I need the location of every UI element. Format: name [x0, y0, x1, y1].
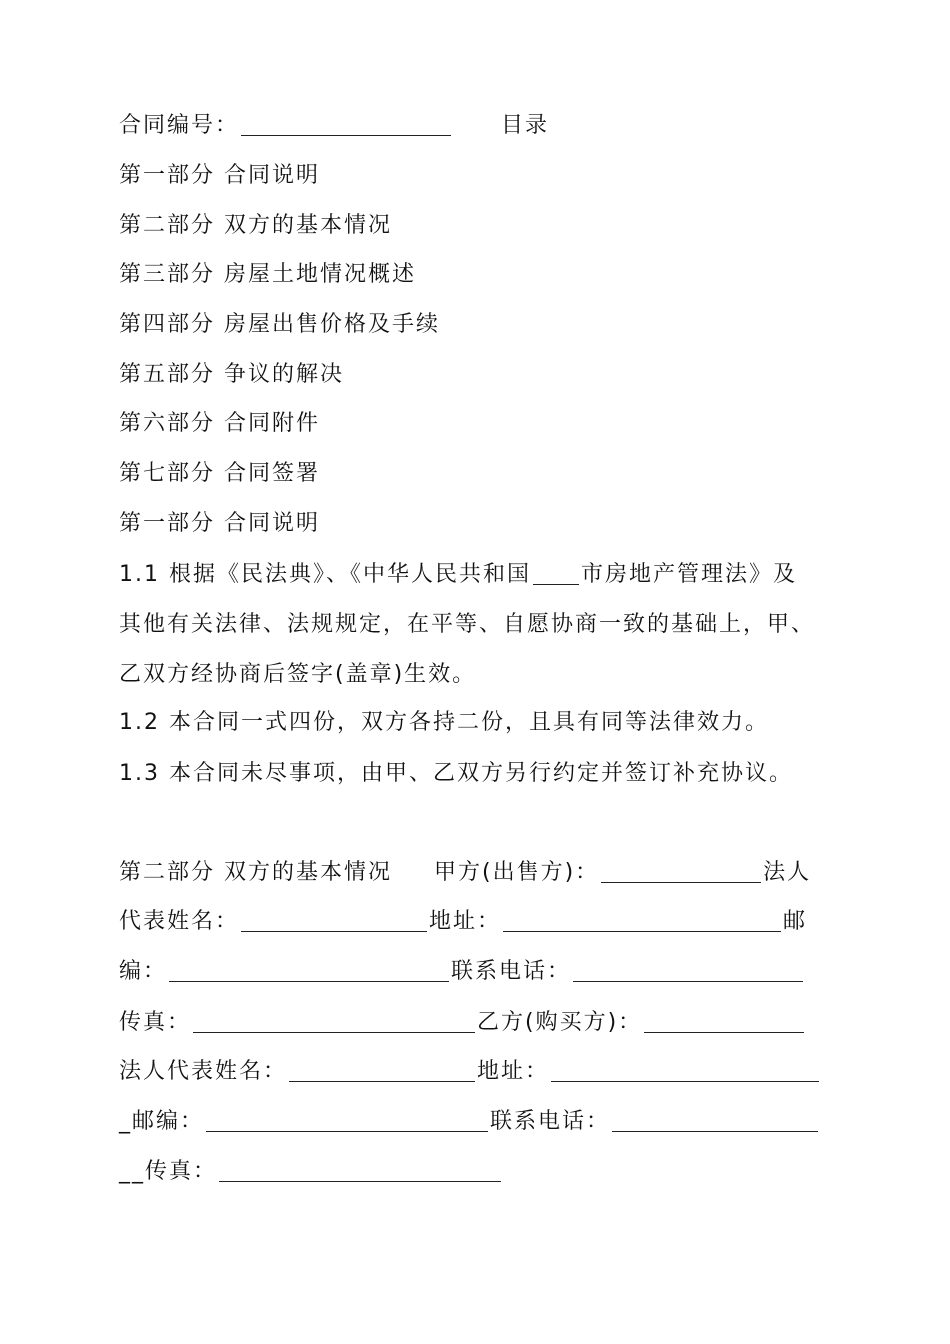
party-b-label: 乙方(购买方)： — [477, 1010, 643, 1035]
clause-1-1-text-b: 市房地产管理法》及 — [580, 562, 797, 587]
rep-name-blank[interactable] — [241, 909, 427, 932]
clause-1-1-line3: 乙双方经协商后签字(盖章)生效。 — [119, 662, 477, 687]
party-a-rep-line — [119, 907, 839, 937]
legal-rep-name-blank[interactable] — [289, 1059, 475, 1082]
rep-name-label: 代表姓名： — [119, 909, 240, 934]
address-blank[interactable] — [503, 909, 781, 932]
party-a-contact-line — [119, 957, 839, 987]
phone-label-2: 联系电话： — [490, 1109, 611, 1134]
address-label: 地址： — [429, 909, 502, 934]
fax-label: 传真： — [119, 1010, 192, 1035]
fax-blank[interactable] — [193, 1010, 475, 1033]
toc-item: 第七部分 合同签署 — [119, 461, 320, 486]
party-a-label: 甲方(出售方)： — [434, 860, 600, 885]
clause-1-1-line1 — [119, 560, 839, 590]
contract-header-line — [119, 111, 839, 141]
toc-item: 第六部分 合同附件 — [119, 411, 320, 436]
contract-number-blank[interactable] — [241, 113, 451, 136]
city-blank[interactable] — [533, 562, 579, 585]
toc-item: 第五部分 争议的解决 — [119, 362, 344, 387]
toc-item: 第三部分 房屋土地情况概述 — [119, 262, 416, 287]
postcode-label-2: _邮编： — [119, 1109, 205, 1134]
party-b-blank[interactable] — [644, 1010, 804, 1033]
fax-blank-2[interactable] — [219, 1159, 501, 1182]
clause-1-1-line2: 其他有关法律、法规规定，在平等、自愿协商一致的基础上，甲、 — [119, 612, 816, 637]
party-b-rep-line — [119, 1057, 839, 1087]
fax-label-2: __传真： — [119, 1159, 218, 1184]
phone-label: 联系电话： — [451, 959, 572, 984]
postcode-blank[interactable] — [169, 959, 449, 982]
toc-item: 第二部分 双方的基本情况 — [119, 213, 392, 238]
legal-rep-tail: 法人 — [763, 860, 812, 885]
party-b-fax-line — [119, 1157, 839, 1187]
party-a-line — [119, 858, 839, 888]
party-a-blank[interactable] — [601, 860, 761, 883]
contract-number-label: 合同编号： — [119, 113, 240, 138]
address-blank-2[interactable] — [551, 1059, 819, 1082]
postcode-blank-2[interactable] — [206, 1109, 488, 1132]
legal-rep-name-label: 法人代表姓名： — [119, 1059, 288, 1084]
toc-title: 目录 — [501, 113, 550, 138]
section-title-part2: 第二部分 双方的基本情况 — [119, 860, 392, 885]
party-b-contact-line — [119, 1107, 839, 1137]
postcode-tail: 编： — [119, 959, 168, 984]
clause-1-1-text-a: 1.1 根据《民法典》、《中华人民共和国 — [119, 562, 531, 587]
toc-item: 第一部分 合同说明 — [119, 163, 320, 188]
address-label-2: 地址： — [477, 1059, 550, 1084]
party-a-fax-line — [119, 1008, 839, 1038]
clause-1-3: 1.3 本合同未尽事项，由甲、乙双方另行约定并签订补充协议。 — [119, 761, 793, 786]
phone-blank-2[interactable] — [612, 1109, 818, 1132]
postcode-head: 邮 — [783, 909, 808, 934]
section-title-part1: 第一部分 合同说明 — [119, 511, 320, 536]
phone-blank[interactable] — [573, 959, 803, 982]
toc-item: 第四部分 房屋出售价格及手续 — [119, 312, 440, 337]
clause-1-2: 1.2 本合同一式四份，双方各持二份，且具有同等法律效力。 — [119, 710, 769, 735]
